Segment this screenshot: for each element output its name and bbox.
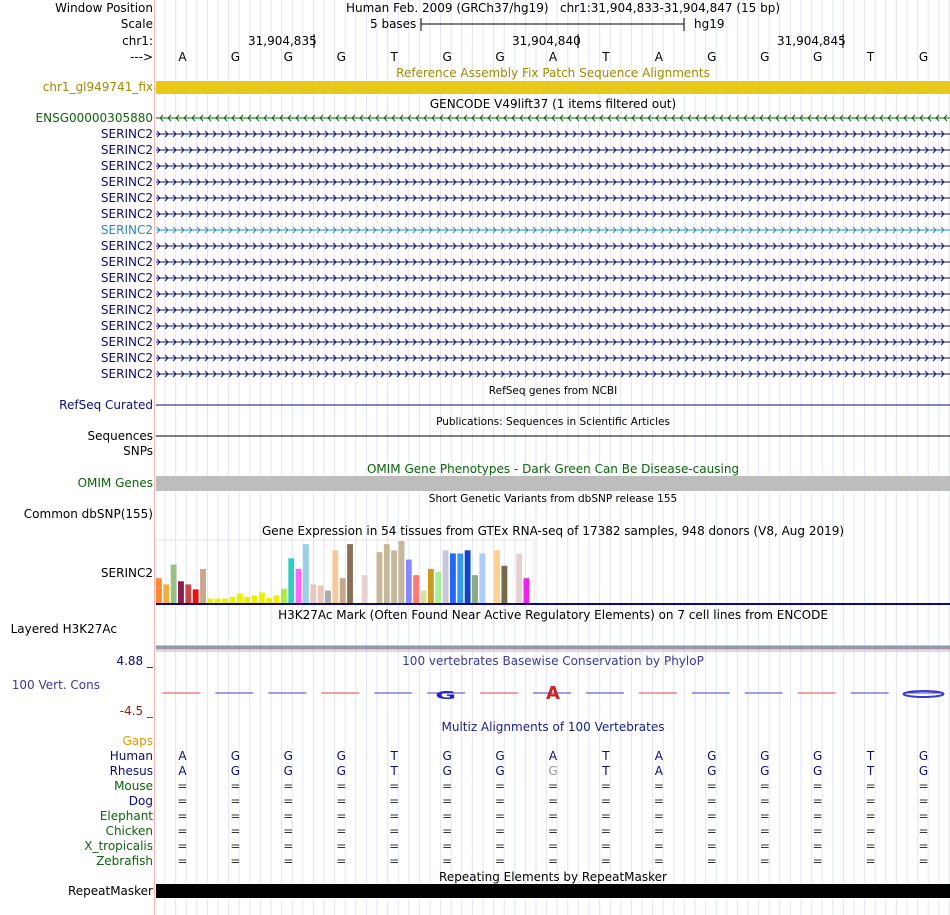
alignment-base: = <box>230 824 241 838</box>
alignment-base: G <box>813 764 823 778</box>
phylop-max: 4.88 _ <box>116 654 153 668</box>
alignment-base: = <box>812 794 823 808</box>
alignment-base: = <box>812 854 823 868</box>
alignment-base: = <box>653 794 664 808</box>
gtex-bar <box>479 553 485 603</box>
alignment-base: = <box>547 854 559 868</box>
alignment-base: = <box>759 779 770 793</box>
sequence-base: T <box>866 50 875 64</box>
refseq-title: RefSeq genes from NCBI <box>488 385 618 397</box>
gtex-bar <box>347 544 353 603</box>
gtex-bar <box>185 584 191 603</box>
alignment-base: = <box>812 824 823 838</box>
gencode-track-label[interactable]: SERINC2 <box>100 127 153 141</box>
alignment-base: = <box>336 824 347 838</box>
alignment-base: = <box>389 839 400 853</box>
gencode-track-label[interactable]: SERINC2 <box>100 223 153 237</box>
alignment-base: = <box>706 794 717 808</box>
alignment-base: = <box>177 854 188 868</box>
gtex-bar <box>325 591 331 603</box>
sequence-base: A <box>548 50 558 64</box>
omim-title: OMIM Gene Phenotypes - Dark Green Can Be Disease-causing <box>366 462 740 476</box>
alignment-base: G <box>283 764 293 778</box>
phylop-min: -4.5 _ <box>119 704 153 718</box>
alignment-base: G <box>442 749 452 763</box>
alignment-base: = <box>177 809 188 823</box>
gtex-bar <box>288 558 294 603</box>
gtex-bar <box>237 594 243 603</box>
alignment-base: = <box>918 794 929 808</box>
alignment-base: = <box>230 839 241 853</box>
gtex-bar <box>303 544 309 603</box>
gtex-bar <box>163 584 169 603</box>
gtex-bar <box>200 569 206 603</box>
alignment-base: = <box>759 839 770 853</box>
species-label[interactable]: Mouse <box>114 779 153 793</box>
alignment-base: = <box>283 779 294 793</box>
alignment-base: = <box>547 794 559 808</box>
alignment-base: = <box>865 809 876 823</box>
pubs-label[interactable]: Sequences <box>87 429 153 443</box>
gtex-bar <box>524 578 530 603</box>
alignment-base: = <box>230 794 241 808</box>
gtex-bar <box>252 596 258 603</box>
gtex-bar <box>399 541 405 603</box>
gtex-bar <box>457 553 463 603</box>
species-label[interactable]: Dog <box>128 794 153 808</box>
alignment-base: = <box>600 839 611 853</box>
omim-label[interactable]: OMIM Genes <box>77 476 153 490</box>
chrom-label: chr1: <box>122 34 153 48</box>
species-label[interactable]: X_tropicalis <box>84 839 153 853</box>
phylop-glyph: A <box>546 683 560 704</box>
alignment-base: = <box>495 854 506 868</box>
tick-label-2: 31,904,840 <box>512 34 581 48</box>
alignment-base: = <box>389 824 400 838</box>
gtex-bar <box>207 599 213 603</box>
alignment-base: = <box>600 779 611 793</box>
sequence-base: G <box>230 50 241 64</box>
alignment-base: = <box>653 839 664 853</box>
alignment-base: = <box>918 809 929 823</box>
alignment-base: = <box>336 839 347 853</box>
pubs-label-snps[interactable]: SNPs <box>123 444 153 458</box>
sequence-base: T <box>390 50 398 64</box>
gtex-bar <box>369 581 375 603</box>
gtex-bar <box>354 581 360 603</box>
dbsnp-title: Short Genetic Variants from dbSNP release 155 <box>428 493 678 505</box>
gtex-bar <box>362 575 368 603</box>
alignment-base: = <box>547 809 559 823</box>
alignment-base: = <box>389 854 400 868</box>
gtex-bar <box>443 550 449 603</box>
species-label[interactable]: Zebrafish <box>96 854 153 868</box>
alignment-base: = <box>706 824 717 838</box>
gtex-title: Gene Expression in 54 tissues from GTEx RNA-seq of 17382 samples, 948 donors (V8, Aug 2019) <box>261 524 845 538</box>
alignment-base: = <box>442 779 453 793</box>
gtex-bar <box>516 553 522 603</box>
tick-label-1: 31,904,835 <box>248 34 317 48</box>
sequence-base: G <box>283 50 293 64</box>
gtex-bar <box>281 589 287 603</box>
sequence-base: A <box>178 50 187 64</box>
gtex-bar <box>501 566 507 603</box>
gtex-bar <box>193 589 199 603</box>
gencode-track-label[interactable]: SERINC2 <box>100 239 153 253</box>
alignment-base: = <box>918 824 929 838</box>
sequence-base: G <box>707 50 717 64</box>
gencode-track-label[interactable]: SERINC2 <box>100 319 153 333</box>
tick-label-3: 31,904,845 <box>777 34 846 48</box>
omim-bar <box>156 476 950 491</box>
alignment-base: = <box>495 779 506 793</box>
gtex-bar <box>494 550 500 603</box>
alignment-base: G <box>813 749 823 763</box>
alignment-base: = <box>918 779 929 793</box>
gtex-bar <box>178 581 184 603</box>
alignment-base: = <box>759 809 770 823</box>
alignment-base: = <box>865 779 876 793</box>
alignment-base: T <box>602 749 610 763</box>
alignment-base: G <box>918 749 929 763</box>
alignment-base: = <box>706 839 717 853</box>
alignment-base: G <box>336 764 346 778</box>
alignment-base: = <box>653 809 664 823</box>
gtex-bar <box>421 591 427 603</box>
alignment-base: = <box>706 779 717 793</box>
alignment-base: = <box>653 854 664 868</box>
repeatmasker-bar <box>156 884 950 898</box>
phylop-glyph <box>904 691 944 697</box>
alignment-base: = <box>177 839 188 853</box>
db-name: hg19 <box>694 17 725 31</box>
multiz-title: Multiz Alignments of 100 Vertebrates <box>441 720 665 734</box>
alignment-base: = <box>389 779 400 793</box>
alignment-base: = <box>495 794 506 808</box>
alignment-base: = <box>336 779 347 793</box>
alignment-base: = <box>865 839 876 853</box>
alignment-base: G <box>442 764 452 778</box>
alignment-base: A <box>178 749 187 763</box>
alignment-base: G <box>495 749 505 763</box>
gtex-bar <box>310 584 316 603</box>
alignment-base: = <box>865 794 876 808</box>
alignment-base: G <box>760 764 770 778</box>
h3k27ac-title: H3K27Ac Mark (Often Found Near Active Regulatory Elements) on 7 cell lines from ENCODE <box>278 608 828 622</box>
alignment-base: G <box>495 764 505 778</box>
phylop-label[interactable]: 100 Vert. Cons <box>11 678 100 692</box>
gtex-bar <box>296 569 302 603</box>
gtex-bar <box>244 597 250 603</box>
alignment-base: = <box>865 824 876 838</box>
alignment-base: = <box>442 839 453 853</box>
alignment-base: = <box>177 794 188 808</box>
gaps-label[interactable]: Gaps <box>122 734 153 748</box>
gtex-bar <box>340 578 346 603</box>
alignment-base: G <box>230 749 241 763</box>
alignment-base: = <box>653 779 664 793</box>
sequence-base: G <box>813 50 823 64</box>
phylop-glyph: G <box>435 688 457 702</box>
gtex-bar <box>259 592 265 603</box>
alignment-base: G <box>760 749 770 763</box>
species-label[interactable]: Elephant <box>99 809 153 823</box>
fix-patch-label[interactable]: chr1_gl949741_fix <box>42 80 153 94</box>
gencode-track-label[interactable]: SERINC2 <box>100 367 153 381</box>
alignment-base: A <box>654 749 663 763</box>
label-column-divider <box>154 0 155 915</box>
gencode-track-label[interactable]: SERINC2 <box>100 143 153 157</box>
alignment-base: = <box>389 794 400 808</box>
gencode-track-label[interactable]: SERINC2 <box>100 287 153 301</box>
gtex-bar <box>428 569 434 603</box>
gtex-bar <box>156 578 162 603</box>
sequence-base: G <box>495 50 505 64</box>
fix-patch-title: Reference Assembly Fix Patch Sequence Alignments <box>396 66 710 80</box>
window-position-label: Window Position <box>55 1 153 15</box>
alignment-base: = <box>759 794 770 808</box>
gencode-track-label[interactable]: SERINC2 <box>100 175 153 189</box>
alignment-base: G <box>336 749 346 763</box>
gtex-bar <box>450 553 456 603</box>
alignment-base: = <box>442 809 453 823</box>
alignment-base: = <box>812 779 823 793</box>
alignment-base: = <box>706 809 717 823</box>
alignment-base: G <box>548 764 558 778</box>
alignment-base: = <box>336 794 347 808</box>
scale-text: 5 bases <box>370 17 417 31</box>
gtex-bar <box>384 544 390 603</box>
gtex-bar <box>377 552 383 603</box>
alignment-base: A <box>548 749 558 763</box>
refseq-label[interactable]: RefSeq Curated <box>59 398 153 412</box>
pubs-title: Publications: Sequences in Scientific Articles <box>436 416 670 428</box>
position-text: chr1:31,904,833-31,904,847 (15 bp) <box>559 1 781 15</box>
gtex-bar <box>435 572 441 603</box>
gencode-track-label[interactable]: SERINC2 <box>100 255 153 269</box>
sequence-base: T <box>602 50 610 64</box>
alignment-base: = <box>547 839 559 853</box>
alignment-base: T <box>602 764 610 778</box>
gencode-track-label[interactable]: SERINC2 <box>100 159 153 173</box>
gtex-bar <box>391 550 397 603</box>
gtex-bar <box>215 599 221 603</box>
alignment-base: = <box>442 854 453 868</box>
gencode-track-label[interactable]: SERINC2 <box>100 271 153 285</box>
gtex-bar <box>274 596 280 603</box>
alignment-base: = <box>177 824 188 838</box>
gencode-track-label[interactable]: SERINC2 <box>100 207 153 221</box>
alignment-base: G <box>707 764 717 778</box>
gtex-bar <box>406 560 412 603</box>
phylop-title: 100 vertebrates Basewise Conservation by PhyloP <box>402 654 704 668</box>
gtex-bar <box>472 575 478 603</box>
sequence-base: G <box>918 50 929 64</box>
assembly-title <box>346 1 780 16</box>
alignment-base: = <box>495 824 506 838</box>
alignment-base: = <box>865 854 876 868</box>
alignment-base: = <box>812 839 823 853</box>
alignment-base: = <box>759 824 770 838</box>
gtex-bar <box>465 550 471 603</box>
species-label[interactable]: Rhesus <box>109 764 153 778</box>
alignment-base: = <box>600 794 611 808</box>
gencode-title: GENCODE V49lift37 (1 items filtered out) <box>429 97 677 111</box>
gtex-bar <box>487 578 493 603</box>
alignment-base: = <box>230 854 241 868</box>
alignment-base: G <box>918 764 929 778</box>
gtex-label[interactable]: SERINC2 <box>100 566 153 580</box>
gtex-bar <box>332 550 338 603</box>
sequence-base: A <box>654 50 663 64</box>
alignment-base: T <box>390 764 398 778</box>
repeatmasker-title: Repeating Elements by RepeatMasker <box>439 870 667 884</box>
alignment-base: = <box>336 809 347 823</box>
sequence-base: G <box>336 50 346 64</box>
alignment-base: = <box>283 854 294 868</box>
alignment-base: T <box>390 749 398 763</box>
gencode-track-label[interactable]: SERINC2 <box>100 351 153 365</box>
sequence-base: G <box>760 50 770 64</box>
alignment-base: = <box>442 794 453 808</box>
alignment-base: = <box>918 839 929 853</box>
alignment-base: = <box>547 779 559 793</box>
gtex-bar <box>318 586 324 603</box>
alignment-base: A <box>178 764 187 778</box>
gencode-track-label[interactable]: SERINC2 <box>100 335 153 349</box>
alignment-base: T <box>866 749 875 763</box>
alignment-base: = <box>600 809 611 823</box>
alignment-base: = <box>547 824 559 838</box>
alignment-base: = <box>336 854 347 868</box>
alignment-base: G <box>283 749 293 763</box>
alignment-base: A <box>654 764 663 778</box>
alignment-base: = <box>283 839 294 853</box>
alignment-base: = <box>918 854 929 868</box>
repeatmasker-label[interactable]: RepeatMasker <box>67 884 153 898</box>
h3k27ac-label[interactable]: Layered H3K27Ac <box>10 622 117 636</box>
alignment-base: = <box>283 809 294 823</box>
dbsnp-label[interactable]: Common dbSNP(155) <box>23 507 153 521</box>
gencode-track-label[interactable]: SERINC2 <box>100 303 153 317</box>
alignment-base: = <box>230 809 241 823</box>
alignment-base: = <box>812 809 823 823</box>
alignment-base: = <box>600 824 611 838</box>
gtex-bar <box>171 565 177 603</box>
alignment-base: = <box>495 809 506 823</box>
alignment-base: = <box>495 839 506 853</box>
gtex-bar <box>413 575 419 603</box>
gtex-bar <box>266 598 272 603</box>
alignment-base: = <box>759 854 770 868</box>
alignment-base: = <box>283 824 294 838</box>
alignment-base: = <box>177 779 188 793</box>
alignment-base: = <box>653 824 664 838</box>
alignment-base: = <box>600 854 611 868</box>
assembly-name: Human Feb. 2009 (GRCh37/hg19) <box>346 1 549 15</box>
gtex-bar <box>230 597 236 603</box>
gencode-track-label[interactable]: ENSG00000305880 <box>35 111 153 125</box>
alignment-base: G <box>707 749 717 763</box>
gtex-bar <box>509 578 515 603</box>
alignment-base: = <box>442 824 453 838</box>
species-label[interactable]: Human <box>109 749 153 763</box>
alignment-base: G <box>230 764 241 778</box>
alignment-base: = <box>389 809 400 823</box>
species-label[interactable]: Chicken <box>105 824 153 838</box>
alignment-base: = <box>706 854 717 868</box>
gtex-bar <box>222 599 228 603</box>
alignment-base: = <box>283 794 294 808</box>
sequence-base: G <box>442 50 452 64</box>
alignment-base: = <box>230 779 241 793</box>
gencode-track-label[interactable]: SERINC2 <box>100 191 153 205</box>
strand-label: ---> <box>129 50 153 64</box>
fix-patch-bar <box>156 81 950 94</box>
alignment-base: T <box>866 764 875 778</box>
scale-label: Scale <box>120 17 153 31</box>
